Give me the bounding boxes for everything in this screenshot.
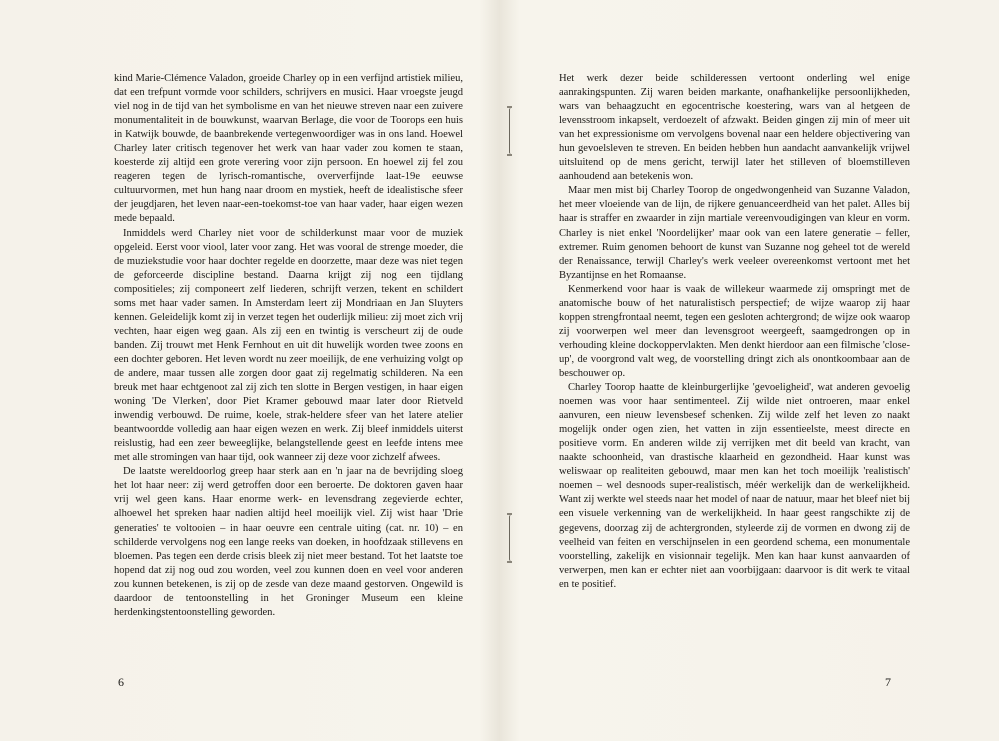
right-page-text — [559, 72, 910, 592]
paragraph: kind Marie-Clémence Valadon, groeide Charley op in een verfijnd artistiek milieu, dat een trefpunt vormde voor schilders, schrijvers en musici. Haar vroegste jeugd viel nog in de tijd van het symbolisme en van het nieuwe streven naar een zuivere monumentaliteit in de bouwkunst, waarvan Berlage, die voor de Toorops een huis in Katwijk bouwde, de baanbrekende vertegenwoordiger was in ons land. Hoewel Charley later critisch tegenover het werk van haar vader zou komen te staan, koesterde zij altijd een grote verering voor zijn persoon. En hoewel zij fel zou reageren tegen de lyrisch-romantische, oververfijnde laat-19e eeuwse cultuurvormen, met hun hang naar droom en mystiek, heeft de idealistische sfeer der jeugdjaren, het leven naar-een-toekomst-toe van haar vader, haar eigen wezen mede bepaald. — [114, 73, 463, 225]
paragraph: Kenmerkend voor haar is vaak de willekeur waarmede zij omspringt met de anatomische bouw of het naturalistisch perspectief; de wijze waarop zij haar koppen strengfrontaal neemt, tegen een gesloten achtergrond; de wijze ook waarop zij voorwerpen wel meer dan levensgroot weergeeft, saamgedrongen op in verhouding kleine dockoppervlakten. Men denkt hierdoor aan een filmische 'close-up', de voorgrond valt weg, de voorstelling dringt zich als onontkoombaar aan de beschouwer op. — [559, 283, 910, 379]
paragraph: De laatste wereldoorlog greep haar sterk aan en 'n jaar na de bevrijding sloeg het lot haar neer: zij werd getroffen door een beroerte. De doktoren gaven haar vrij wel geen kans. Haar enorme werk- en levensdrang zegevierde echter, alhoewel het spreken haar nadien altijd heel moeilijk viel. Zij wist haar 'Drie generaties' te voltooien – in haar oeuvre een centrale uiting (cat. nr. 10) – en schilderde vervolgens nog een lange reeks van doeken, in hoofdzaak stillevens en bloemen. Pas tegen een derde crisis bleek zij niet meer bestand. Tot het laatste toe hopend dat zij nog oud zou worden, veel zou kunnen doen en veel voor anderen zou kunnen betekenen, is zij op de zesde van deze maand gestorven. Ongewild is daardoor de tentoonstelling in het Groninger Museum een kleine herdenkingstentoonstelling geworden. — [114, 466, 463, 618]
paragraph: Charley Toorop haatte de kleinburgerlijke 'gevoeligheid', wat anderen gevoelig noemen was voor haar sentimenteel. Zij wilde niet ontroeren, maar enkel aanvuren, een nieuw levensbesef schenken. Zij wilde zelf het leven zo naakt mogelijk onder ogen zien, het vatten in zijn essentieelste, meest directe en positieve vorm. En anderen wilde zij verrijken met dit beeld van kracht, van naakte schoonheid, van drastische klaarheid en gezondheid. Haar kunst was weliswaar op realiteiten gebouwd, maar men kan het toch moeilijk 'realistisch' noemen – wel desnoods super-realistisch, méér werkelijk dan de werkelijkheid. Want zij werkte wel steeds naar het model of naar de natuur, maar het bleef niet bij een visuele verkenning van de werkelijkheid. In haar geest rangschikte zij de gegevens, doorzag zij de achtergronden, styleerde zij de vormen en dwong zij de veelheid van feiten en verschijnselen in een geordend schema, een monumentale voorstelling, zakelijk en visionnair tegelijk. Men kan haar kunst aanvaarden of verwerpen, men kan er echter niet aan voorbijgaan: daarvoor is dit werk te vitaal en te positief. — [559, 382, 910, 590]
page-number-left: 6 — [118, 675, 124, 689]
binding-staple-top — [509, 108, 513, 154]
left-page-text — [114, 72, 463, 620]
paragraph: Maar men mist bij Charley Toorop de ongedwongenheid van Suzanne Valadon, het meer vloeiende van de lijn, de rijkere genuanceerdheid van het palet. Alles bij haar is straffer en zwaarder in zijn martiale vereenvoudigingen van kleur en vorm. Charley is niet enkel 'Noordelijker' maar ook van een latere generatie – feller, extremer. Ruim genomen behoort de kunst van Suzanne nog geheel tot de wereld der Renaissance, terwijl Charley's werk veeleer overeenkomst vertoont met het Byzantijnse en het Romaanse. — [559, 185, 910, 281]
page-number-right: 7 — [885, 675, 891, 689]
paragraph: Het werk dezer beide schilderessen vertoont onderling wel enige aanrakingspunten. Zij waren beiden markante, onafhankelijke persoonlijkheden, wars van behaagzucht en egocentrische koestering, wars van al hetgeen de levensstroom inkapselt, verdoezelt of afzwakt. Beiden gingen zij min of meer uit van het expressionisme om vervolgens bovenal naar een heldere objectivering van hun gevoelsleven te streven. En beiden hebben hun aandacht aanvankelijk vrijwel uitsluitend op de mens gericht, terwijl later het stilleven of bloemstilleven aanhoudend aan betekenis won. — [559, 73, 910, 183]
paragraph: Inmiddels werd Charley niet voor de schilderkunst maar voor de muziek opgeleid. Eerst voor viool, later voor zang. Het was vooral de strenge moeder, die de muziekstudie voor haar dochter regelde en doorzette, maar deze was niet tegen de geforceerde discipline bestand. Daarna krijgt zij nog een tijdlang compositieles; zij componeert zelf liederen, schrijft verzen, tekent en schildert soms met haar vader samen. In Amsterdam leert zij Mondriaan en Jan Sluyters kennen. Geleidelijk komt zij in verzet tegen het ouderlijk milieu: zij moet zich vrij vechten, haar eigen weg gaan. Als zij een en twintig is verscheurt zij de oude banden. Zij trouwt met Henk Fernhout en uit dit huwelijk worden twee zoons en een dochter geboren. Het leven wordt nu zeer moeilijk, de ene verhuizing volgt op de andere, maar tussen alle zorgen door gaat zij regelmatig schilderen. Na een breuk met haar echtgenoot zal zij zich ten slotte in Bergen vestigen, in haar eigen woning 'De Vlerken', door Piet Kramer gebouwd maar later door Rietveld inwendig verbouwd. De ruime, koele, strak-heldere sfeer van het latere atelier beantwoordde volledig aan haar eigen wezen en werk. Zij bleef inmiddels uiterst reislustig, had een zeer beweeglijke, belangstellende geest en leefde intens mee met alle stromingen van haar tijd, ook wanneer zij deze voor zichzelf afwees. — [114, 227, 463, 464]
binding-staple-bottom — [509, 515, 513, 561]
